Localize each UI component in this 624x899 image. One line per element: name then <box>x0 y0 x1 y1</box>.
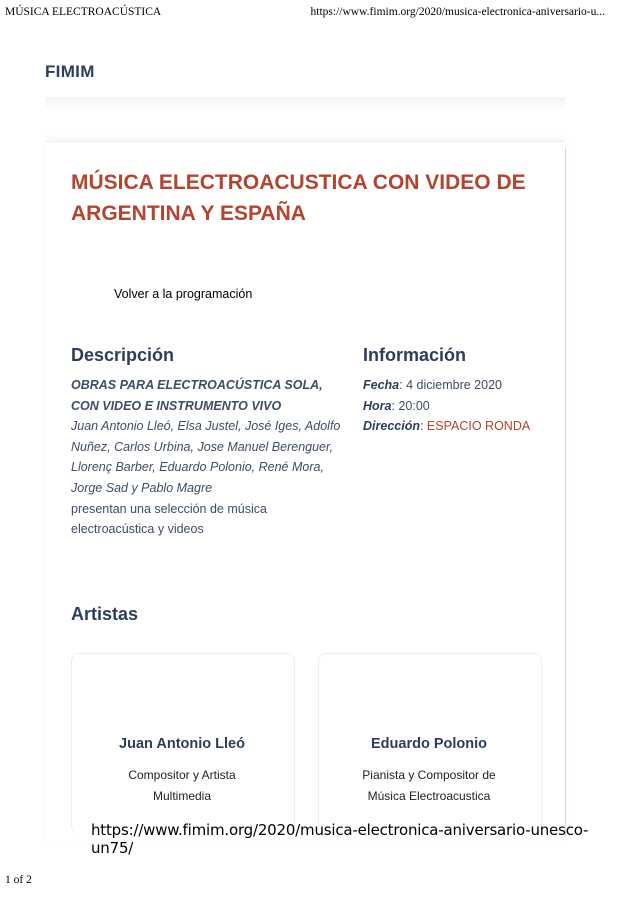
artist-name[interactable]: Eduardo Polonio <box>371 736 487 752</box>
site-logo[interactable]: FIMIM <box>45 62 95 81</box>
artist-name[interactable]: Juan Antonio Lleó <box>119 736 245 752</box>
description-artist-names: Juan Antonio Lleó, Elsa Justel, José Iges, Adolfo Nuñez, Carlos Urbina, Jose Manuel Berenguer, Llorenç Barber, Eduardo Polonio, René Mora, Jorge Sad y Pablo Magre <box>71 419 341 495</box>
info-separator: : <box>399 378 407 392</box>
artist-role-line: Pianista y Compositor de <box>362 768 496 782</box>
info-venue-label: Dirección <box>363 419 420 434</box>
artists-heading: Artistas <box>71 604 139 624</box>
description-lead: OBRAS PARA ELECTROACÚSTICA SOLA, CON VIDEO E INSTRUMENTO VIVO <box>71 378 323 413</box>
artist-role-line: Música Electroacustica <box>367 788 491 803</box>
description-heading: Descripción <box>71 345 175 365</box>
artist-role <box>71 765 293 806</box>
info-separator: : <box>419 419 427 434</box>
description-body <box>71 375 341 540</box>
info-time-value: 20:00 <box>398 398 430 413</box>
info-date <box>363 375 530 396</box>
info-date-value: 4 diciembre 2020 <box>406 378 502 392</box>
print-header-url: https://www.fimim.org/2020/musica-electronica-aniversario-u... <box>310 6 605 18</box>
print-page-number: 1 of 2 <box>5 874 32 886</box>
card-right-border <box>565 147 566 837</box>
info-time-label: Hora <box>363 398 392 413</box>
print-header <box>5 6 619 22</box>
info-date-label: Fecha <box>363 378 400 392</box>
info-venue-link[interactable]: ESPACIO RONDA <box>426 419 531 434</box>
header-divider <box>45 97 565 111</box>
information-heading: Información <box>363 345 467 365</box>
back-to-program-link[interactable]: Volver a la programación <box>114 287 253 301</box>
artist-role-line: Compositor y Artista <box>128 768 236 782</box>
event-title: MÚSICA ELECTROACUSTICA CON VIDEO DE ARGENTINA Y ESPAÑA <box>71 171 526 225</box>
description-text: presentan una selección de música electroacústica y videos <box>71 501 267 537</box>
info-venue <box>363 416 530 437</box>
information-body <box>363 375 530 437</box>
info-time <box>363 396 530 417</box>
print-header-title: MÚSICA ELECTROACÚSTICA <box>5 6 162 18</box>
artist-role-line: Multimedia <box>152 788 212 803</box>
print-footer-url: https://www.fimim.org/2020/musica-electronica-aniversario-unesco-un75/ <box>91 821 589 857</box>
artist-role <box>318 765 540 806</box>
info-separator: : <box>391 398 399 413</box>
